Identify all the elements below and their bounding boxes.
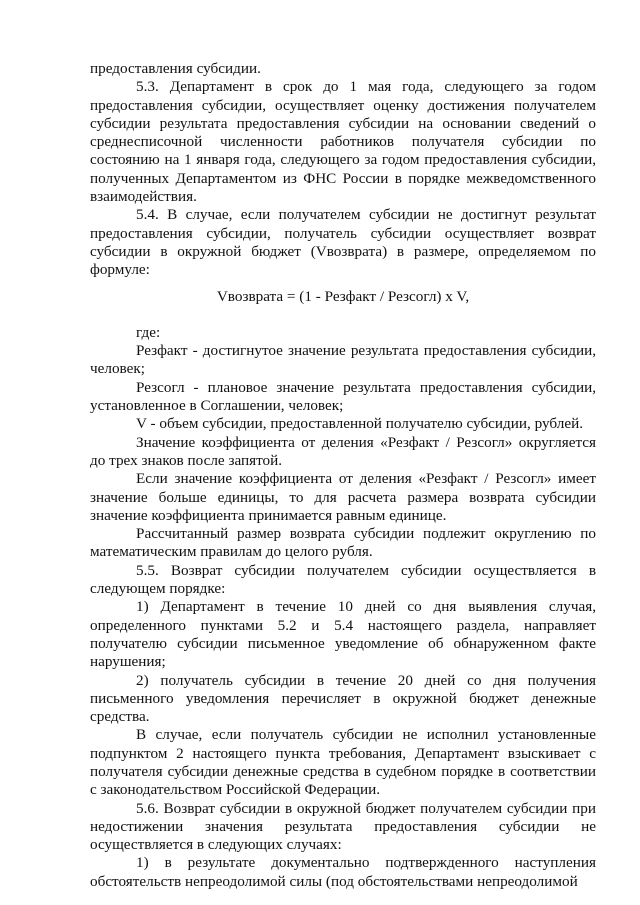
paragraph-5-5-item-2: 2) получатель субсидии в течение 20 дней со дня получения письменного уведомления перечисляет в окружной бюджет денежные средства. xyxy=(90,671,596,726)
paragraph-rounding-amount: Рассчитанный размер возврата субсидии подлежит округлению по математическим правилам до целого рубля. xyxy=(90,525,596,561)
paragraph-5-3: 5.3. Департамент в срок до 1 мая года, следующего за годом предоставления субсидии, осуществляет оценку достижения получателем субсидии результата предоставления субсидии на основании сведений о среднесписочной численности работников получателя субсидии по состоянию на 1 января года, следующего за годом предоставления субсидии, полученных Департаментом из ФНС России в порядке межведомственного взаимодействия. xyxy=(90,78,596,206)
paragraph-5-4: 5.4. В случае, если получателем субсидии не достигнут результат предоставления субсидии, получатель субсидии осуществляет возврат субсидии в окружной бюджет (Vвозврата) в размере, определяемом по формуле: xyxy=(90,206,596,279)
paragraph-continuation: предоставления субсидии. xyxy=(90,60,261,77)
definition-rezfakt: Резфакт - достигнутое значение результата предоставления субсидии, человек; xyxy=(90,342,596,378)
definition-v: V - объем субсидии, предоставленной получателю субсидии, рублей. xyxy=(136,415,583,433)
paragraph-coefficient-cap: Если значение коэффициента от деления «Резфакт / Резсогл» имеет значение больше единицы, то для расчета размера возврата субсидии значение коэффициента принимается равным единице. xyxy=(90,470,596,524)
paragraph-where: где: xyxy=(136,323,161,341)
paragraph-5-5: 5.5. Возврат субсидии получателем субсидии осуществляется в следующем порядке: xyxy=(90,561,596,598)
paragraph-rounding-coefficient: Значение коэффициента от деления «Резфакт / Резсогл» округляется до трех знаков после запятой. xyxy=(90,433,596,469)
formula-refund: Vвозврата = (1 - Резфакт / Резсогл) x V, xyxy=(216,287,470,305)
paragraph-5-6-item-1: 1) в результате документально подтвержденного наступления обстоятельств непреодолимой силы (под обстоятельствами непреодолимой xyxy=(90,854,596,890)
document-page xyxy=(90,60,596,891)
paragraph-5-5-item-1: 1) Департамент в течение 10 дней со дня выявления случая, определенного пунктами 5.2 и 5.4 настоящего раздела, направляет получателю субсидии письменное уведомление об обнаруженном факте нарушения; xyxy=(90,598,596,671)
paragraph-enforcement: В случае, если получатель субсидии не исполнил установленные подпунктом 2 настоящего пункта требования, Департамент взыскивает с получателя субсидии денежные средства в судебном порядке в соответствии с законодательством Российской Федерации. xyxy=(90,726,596,799)
definition-rezsogl: Резсогл - плановое значение результата предоставления субсидии, установленное в Соглашении, человек; xyxy=(90,378,596,415)
paragraph-5-6: 5.6. Возврат субсидии в окружной бюджет получателем субсидии при недостижении значения результата предоставления субсидии не осуществляется в следующих случаях: xyxy=(90,799,596,854)
